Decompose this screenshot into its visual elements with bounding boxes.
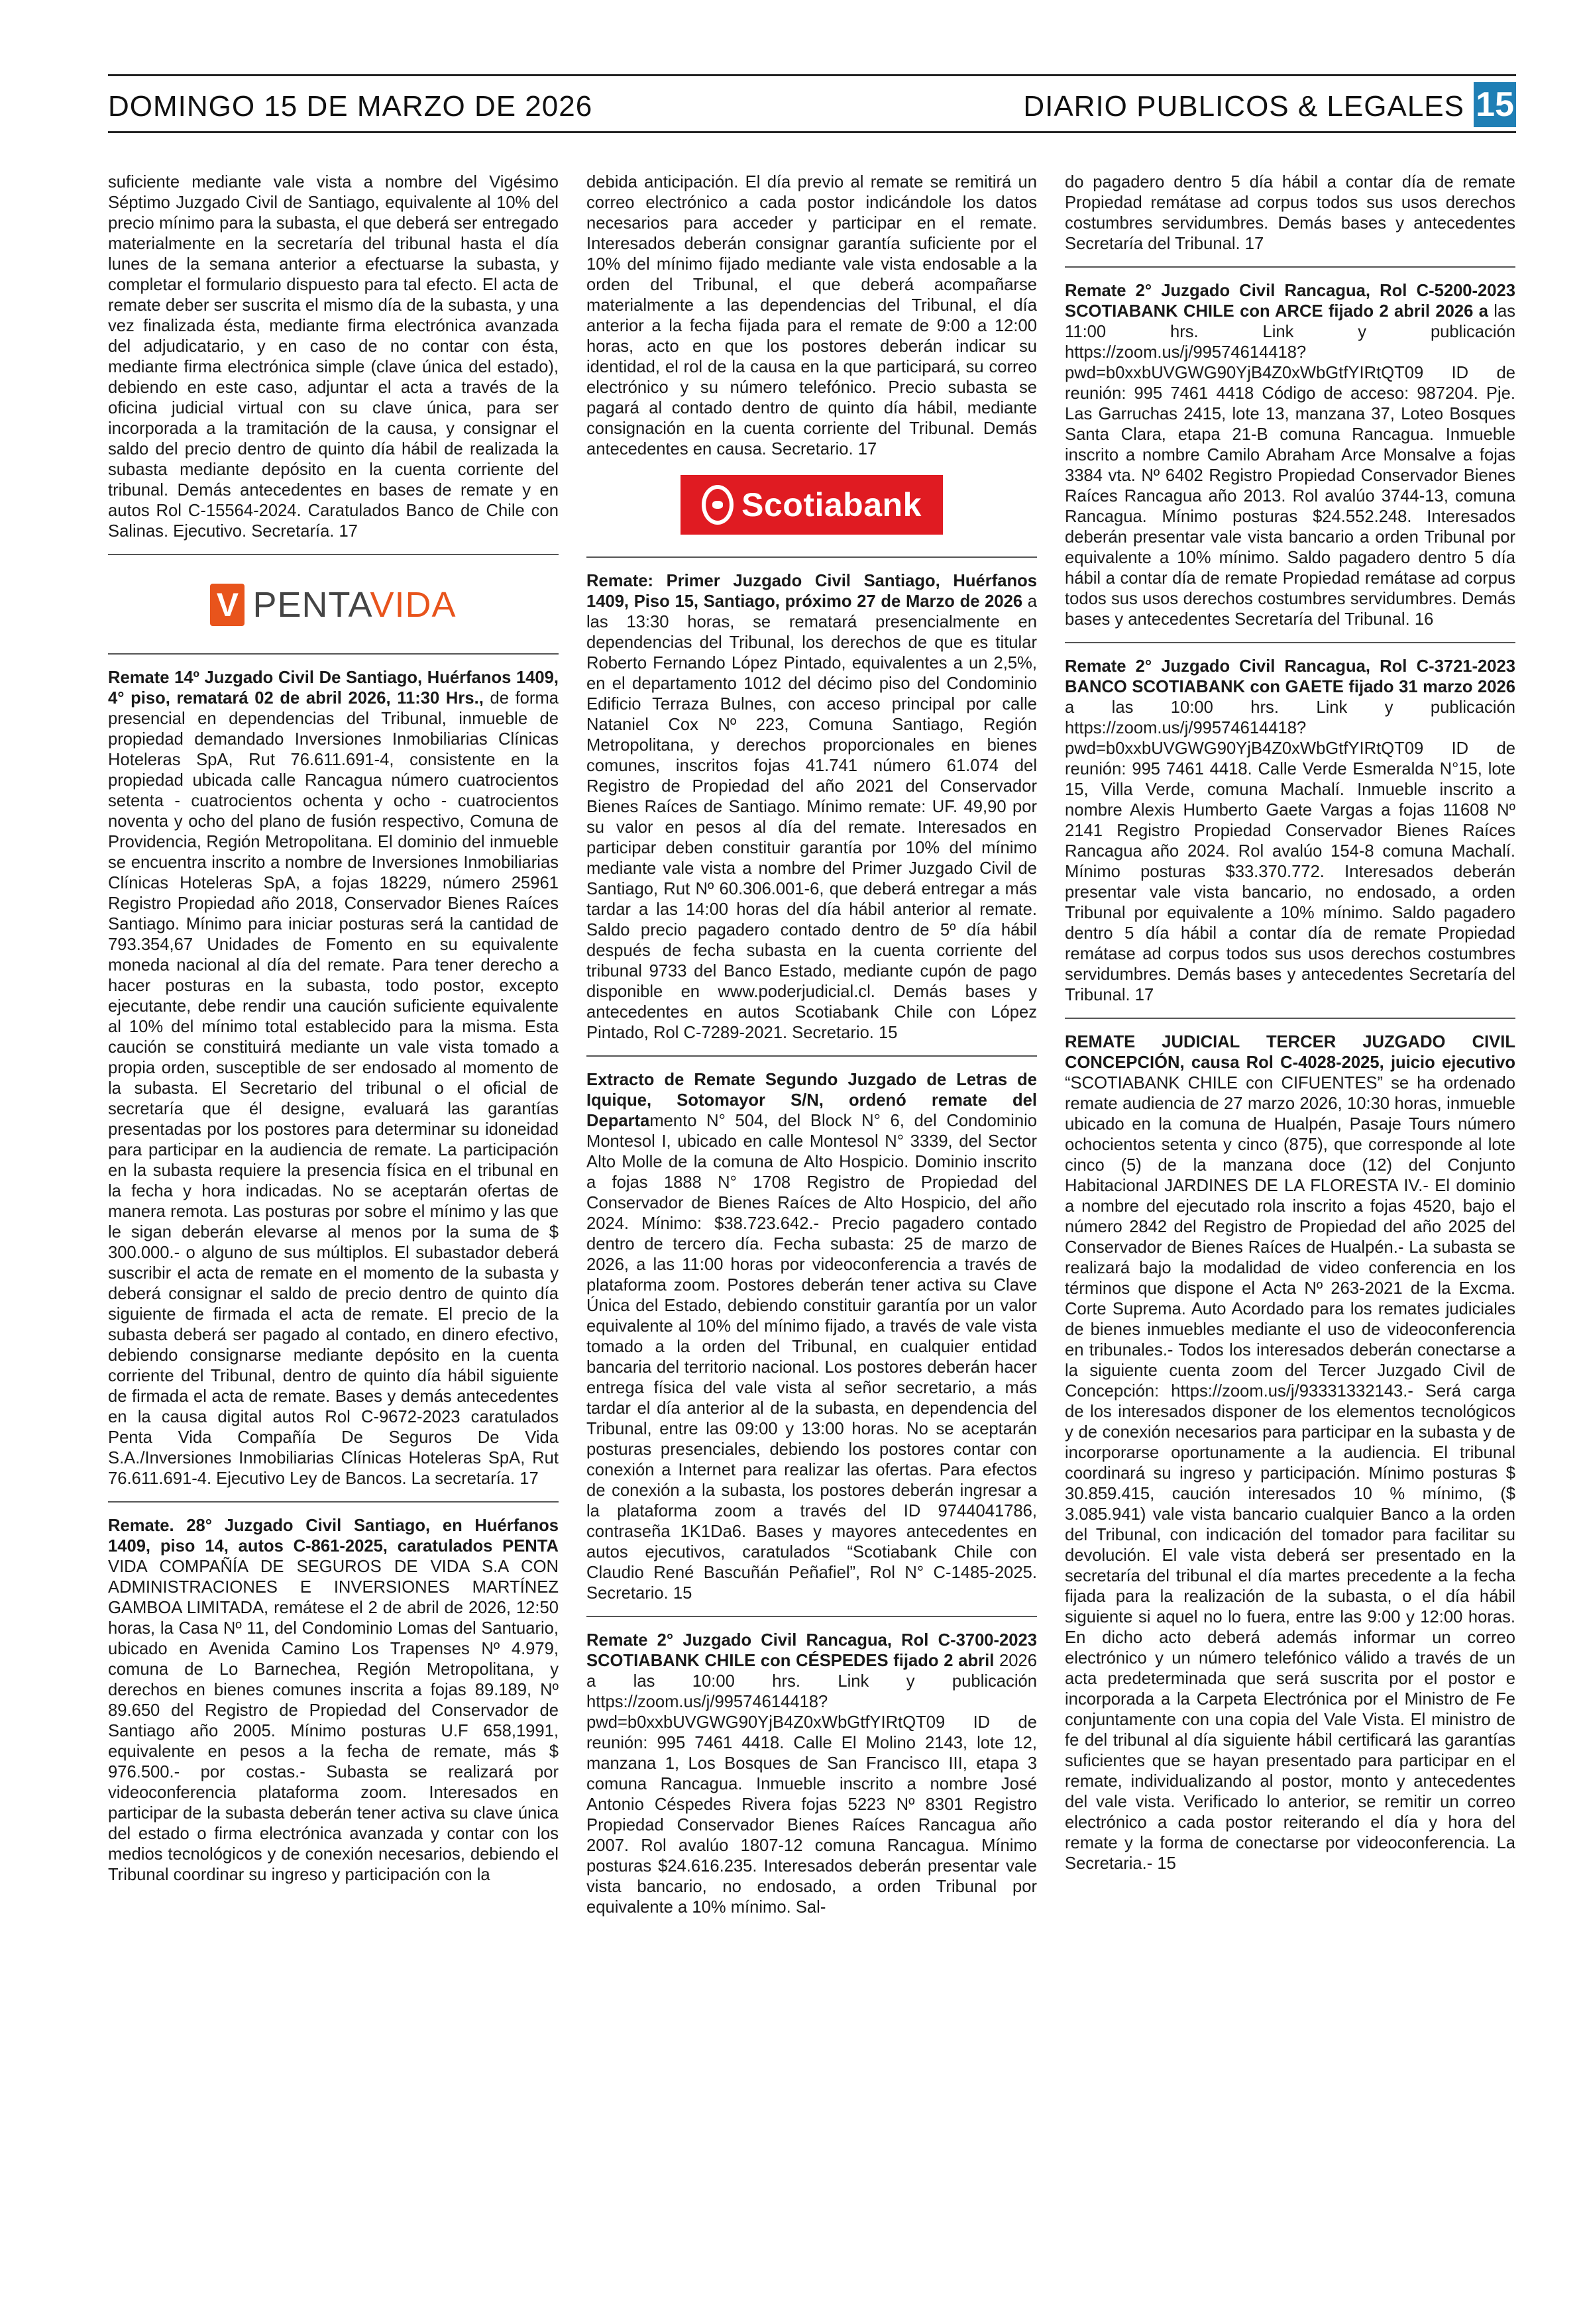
pentavida-mark-icon: V bbox=[210, 584, 245, 626]
separator bbox=[108, 653, 559, 655]
issue-date: DOMINGO 15 DE MARZO DE 2026 bbox=[108, 90, 593, 123]
pentavida-logo bbox=[108, 568, 559, 641]
notice-heading: Remate 2° Juzgado Civil Rancagua, Rol C-3721-2023 BANCO SCOTIABANK con GAETE fijado 31 marzo 2026 bbox=[1065, 657, 1515, 696]
column-2 bbox=[586, 172, 1037, 2279]
notice-remate-14-juzgado bbox=[108, 668, 559, 1489]
separator bbox=[1065, 642, 1515, 643]
notice-body: debida anticipación. El día previo al remate se remitirá un correo electrónico a cada postor indicándole los datos necesarios para acceder y participar en el remate. Interesados deberán consignar garantía suficiente por el 10% del mínimo fijado mediante vale vista endosable a la orden del Tribunal, el que deberá acompañarse materialmente a las dependencias del Tribunal, el día anterior a la fecha fijada para el remate de 9:00 a 12:00 horas, acto en que los postores deberán indicar su identidad, el rol de la causa en la que participará, su correo electrónico y su número telefónico. Precio subasta se pagará al contado dentro de quinto día hábil, mediante consignación en la cuenta corriente del Tribunal. Demás antecedentes en causa. Secretario. 17 bbox=[586, 173, 1037, 458]
notice-heading: REMATE JUDICIAL TERCER JUZGADO CIVIL CONCEPCIÓN, causa Rol C-4028-2025, juicio ejecutivo bbox=[1065, 1033, 1515, 1072]
notice-rancagua-cespedes bbox=[586, 1630, 1037, 1918]
separator bbox=[586, 1616, 1037, 1617]
notice-body: mento N° 504, del Block N° 6, del Condominio Montesol I, ubicado en calle Montesol N° 3339, del Sector Alto Molle de la comuna de Alto Hospicio. Dominio inscrito a fojas 1888 N° 1708 Registro de Propiedad del Conservador de Bienes Raíces de Alto Hospicio, del año 2024. Mínimo: $38.723.642.- Precio pagadero contado dentro de tercero día. Fecha subasta: 25 de marzo de 2026, a las 11:00 horas por videoconferencia a través de plataforma zoom. Postores deberán tener activa su Clave Única del Estado, debiendo constituir garantía por un valor equivalente al 10% del mínimo fijado, a través de vale vista tomado a la orden del Tribunal, en cualquier entidad bancaria del territorio nacional. Los postores deberán hacer entrega física del vale vista al señor secretario, a más tardar el día anterior al de la subasta, en dependencia del Tribunal, entre las 09:00 y 13:00 horas. No se aceptarán posturas presenciales, debiendo los postores contar con conexión a Internet para realizar las ofertas. Para efectos de conexión a la subasta, los postores deberán ingresar a la plataforma zoom a través del ID 9744041786, contraseña 1K1Da6. Bases y mayores antecedentes en autos ejecutivos, caratulados “Scotiabank Chile con Claudio René Bascuñán Peñafiel”, Rol N° C-1485-2025. Secretario. 15 bbox=[586, 1112, 1037, 1603]
notice-heading: Remate 2° Juzgado Civil Rancagua, Rol C-5200-2023 SCOTIABANK CHILE con ARCE fijado 2 abril 2026 a bbox=[1065, 282, 1515, 321]
separator bbox=[586, 556, 1037, 558]
notice-body: VIDA COMPAÑÍA DE SEGUROS DE VIDA S.A CON ADMINISTRACIONES E INVERSIONES MARTÍNEZ GAMBOA LIMITADA, remátese el 2 de abril de 2026, 12:50 horas, la Casa Nº 11, del Condominio Lomas del Santuario, ubicado en Avenida Camino Los Trapenses Nº 4.979, comuna de Lo Barnechea, Región Metropolitana, y derechos en bienes comunes inscrita a fojas 89.189, Nº 89.650 del Registro de Propiedad del Conservador de Santiago año 2005. Mínimo posturas U.F 658,1991, equivalente en pesos a la fecha de remate, más $ 976.500.- por costas.- Subasta se realizará por videoconferencia plataforma zoom. Interesados en participar de la subasta deberán tener activa su clave única del estado o firma electrónica avanzada y contar con los medios tecnológicos y de conexión necesarios, debiendo el Tribunal coordinar su ingreso y participación con la bbox=[108, 1558, 559, 1884]
page-number: 15 bbox=[1474, 82, 1516, 127]
notice-heading: Remate 2° Juzgado Civil Rancagua, Rol C-3700-2023 SCOTIABANK CHILE con CÉSPEDES fijado 2 abril bbox=[586, 1631, 1037, 1670]
notice-iquique bbox=[586, 1070, 1037, 1604]
scotiabank-logo bbox=[586, 465, 1037, 545]
notice-body: a las 10:00 hrs. Link y publicación https://zoom.us/j/99574614418?pwd=b0xxbUVGWG90YjB4Z0xWbGtfYIRtQT09 ID de reunión: 995 7461 4418. Calle Verde Esmeralda N°15, lote 15, Villa Verde, comuna Machalí. Inmueble inscrito a nombre Alexis Humberto Gaete Vargas a fojas 11608 Nº 2141 Registro Propiedad Conservador Bienes Raíces Rancagua año 2024. Rol avalúo 154-8 comuna Machalí. Mínimo posturas $33.370.772. Interesados deberán presentar vale vista bancario, no endosado, a orden Tribunal por equivalente a 10% mínimo. Saldo pagadero dentro 5 día hábil a contar día de remate Propiedad remátase ad corpus todos sus usos derechos costumbres servidumbres. Demás bases y antecedentes Secretaría del Tribunal. 17 bbox=[1065, 698, 1515, 1004]
notice-primer-juzgado bbox=[586, 571, 1037, 1043]
notice-rancagua-arce bbox=[1065, 281, 1515, 630]
notice-body: a las 13:30 horas, se rematará presencialmente en dependencias del Tribunal, los derechos de que es titular Roberto Fernando López Pintado, equivalentes a un 2,5%, en el departamento 1012 del décimo piso del Condominio Edificio Terraza Bulnes, con acceso principal por calle Nataniel Cox Nº 223, Comuna Santiago, Región Metropolitana, y derechos proporcionales en bienes comunes, inscritos fojas 41.741 número 61.074 del Registro de Propiedad del año 2021 del Conservador Bienes Raíces de Santiago. Mínimo remate: UF. 49,90 por su valor en pesos al día del remate. Interesados en participar deben constituir garantía por 10% del mínimo mediante vale vista a nombre del Primer Juzgado Civil de Santiago, Rut Nº 60.306.001-6, que deberá entregar a más tardar a las 14:00 horas del día hábil anterior al remate. Saldo precio pagadero contado dentro de 5º día hábil después de fecha subasta en la cuenta corriente del tribunal 9733 del Banco Estado, mediante cupón de pago disponible en www.poderjudicial.cl. Demás bases y antecedentes en autos Scotiabank Chile con López Pintado, Rol C-7289-2021. Secretario. 15 bbox=[586, 592, 1037, 1042]
notice-body: las 11:00 hrs. Link y publicación https://zoom.us/j/99574614418?pwd=b0xxbUVGWG90YjB4Z0xWbGtfYIRtQT09 ID de reunión: 995 7461 4418 Código de acceso: 987204. Pje. Las Garruchas 2415, lote 13, manzana 37, Loteo Bosques Santa Clara, etapa 21-B comuna Rancagua. Inmueble inscrito a nombre Camilo Abraham Arce Monsalve a fojas 3384 vta. Nº 6402 Registro Propiedad Conservador Bienes Raíces Rancagua año 2013. Rol avalúo 3744-13, comuna Rancagua. Mínimo posturas $24.552.248. Interesados deberán presentar vale vista bancario a orden Tribunal por equivalente a 10% mínimo. Saldo pagadero dentro 5 día hábil a contar día de remate Propiedad remátase ad corpus todos sus usos derechos costumbres servidumbres. Demás bases y antecedentes Secretaría del Tribunal. 16 bbox=[1065, 302, 1515, 629]
notice-heading: Remate 14º Juzgado Civil De Santiago, Huérfanos 1409, 4° piso, rematará 02 de abril 2026, 11:30 Hrs., bbox=[108, 668, 559, 708]
pentavida-text-b: VIDA bbox=[370, 584, 457, 625]
top-rule bbox=[108, 74, 1516, 76]
header-rule bbox=[108, 131, 1516, 133]
notice-body: suficiente mediante vale vista a nombre del Vigésimo Séptimo Juzgado Civil de Santiago, equivalente al 10% del precio mínimo para la subasta, el que deberá ser entregado materialmente en la secretaría del tribunal hasta el día lunes de la semana anterior a efectuarse la subasta, y completar el formulario dispuesto para tal efecto. El acta de remate deber ser suscrita el mismo día de la subasta, y una vez finalizada ésta, mediante firma electrónica avanzada del adjudicatario, y en caso de no contar con ésta, mediante firma electrónica simple (clave única del estado), debiendo en este caso, adjuntar el acta a través de la oficina judicial virtual con su clave única, para ser incorporada a la tramitación de la causa, y consignar el saldo del precio dentro de quinto día hábil de realizada la subasta mediante depósito en la cuenta corriente del tribunal. Demás antecedentes en bases de remate y en autos Rol C-15564-2024. Caratulados Banco de Chile con Salinas. Ejecutivo. Secretaría. 17 bbox=[108, 173, 559, 541]
notice-remate-28-juzgado bbox=[108, 1516, 559, 1885]
separator bbox=[108, 1501, 559, 1503]
column-3 bbox=[1065, 172, 1515, 2279]
pentavida-text-a: PENTA bbox=[252, 584, 370, 625]
notice-body: 2026 a las 10:00 hrs. Link y publicación https://zoom.us/j/99574614418?pwd=b0xxbUVGWG90YjB4Z0xWbGtfYIRtQT09 ID de reunión: 995 7461 4418. Calle El Molino 2143, lote 12, manzana 1, Los Bosques de San Francisco III, etapa 3 comuna Rancagua. Inmueble inscrito a nombre José Antonio Céspedes Rivera fojas 5223 Nº 8301 Registro Propiedad Conservador Bienes Raíces Rancagua año 2007. Rol avalúo 1807-12 comuna Rancagua. Mínimo posturas $24.616.235. Interesados deberán presentar vale vista bancario, no endosado, a orden Tribunal por equivalente a 10% mínimo. Sal- bbox=[586, 1652, 1037, 1917]
notice-body: de forma presencial en dependencias del Tribunal, inmueble de propiedad demandado Inversiones Inmobiliarias Clínicas Hoteleras SpA, Rut 76.611.691-4, consistente en la propiedad ubicada calle Rancagua número cuatrocientos setenta - cuatrocientos ochenta y ocho - cuatrocientos noventa y ocho del plano de fusión respectivo, Comuna de Providencia, Región Metropolitana. El dominio del inmueble se encuentra inscrito a nombre de Inversiones Inmobiliarias Clínicas Hoteleras SpA, a fojas 18229, número 25961 Registro Propiedad año 2018, Conservador Bienes Raíces Santiago. Mínimo para iniciar posturas será la cantidad de 793.354,67 Unidades de Fomento en su equivalente moneda nacional al día del remate. Para tener derecho a hacer posturas en la subasta, todo postor, excepto ejecutante, debe rendir una caución suficiente equivalente al 10% del mínimo total establecido para la misma. Esta caución se constituirá mediante un vale vista tomado a propia orden, susceptible de ser endosado al momento de la subasta. El Secretario del tribunal o el oficial de secretaría que él designe, evaluará las garantías presentadas por los postores para determinar su idoneidad para participar en la audiencia de remate. La participación en la subasta requiere la presencia física en el tribunal en la fecha y hora indicadas. No se aceptarán ofertas de manera remota. Las posturas por sobre el mínimo y las que le sigan deberán elevarse al menos por la suma de $ 300.000.- o alguno de sus múltiplos. El subastador deberá suscribir el acta de remate en el momento de la subasta y deberá consignar el saldo de precio dentro de quinto día siguiente de firmada el acta de remate. El precio de la subasta deberá ser pagado al contado, en dinero efectivo, debiendo consignarse mediante depósito en la cuenta corriente del Tribunal, dentro de quinto día hábil siguiente de firmada el acta de remate. Bases y demás antecedentes en la causa digital autos Rol C-9672-2023 caratulados Penta Vida Compañía De Seguros De Vida S.A./Inversiones Inmobiliarias Clínicas Hoteleras SpA, Rut 76.611.691-4. Ejecutivo Ley de Bancos. La secretaría. 17 bbox=[108, 689, 559, 1488]
notice-body: “SCOTIABANK CHILE con CIFUENTES” se ha ordenado remate audiencia de 27 marzo 2026, 10:30 horas, inmueble ubicado en la comuna de Hualpén, Pasaje Tours número ochocientos setenta y cinco (875), que corresponde al lote cinco (5) de la manzana doce (12) del Conjunto Habitacional JARDINES DE LA FLORESTA IV.- El dominio a nombre del ejecutado rola inscrito a fojas 4520, bajo el número 2842 del Registro de Propiedad del año 2025 del Conservador de Bienes Raíces de Hualpén.- La subasta se realizará bajo la modalidad de video conferencia en los términos que dispone el Acta Nº 263-2021 de la Excma. Corte Suprema. Auto Acordado para los remates judiciales de bienes inmuebles mediante el uso de videoconferencia en tribunales.- Todos los interesados deberán conectarse a la siguiente cuenta zoom del Tercer Juzgado Civil de Concepción: https://zoom.us/j/93331332143.- Será carga de los interesados disponer de los elementos tecnológicos y de conexión necesarios para participar en la subasta y de incorporarse oportunamente a la audiencia. El tribunal coordinará su ingreso y participación. Mínimo posturas $ 30.859.415, caución interesados 10 % mínimo, ($ 3.085.941) vale vista bancario cualquier Banco a la orden del Tribunal, con indicación del tomador para facilitar su devolución. El vale vista deberá ser presentado en la secretaría del tribunal el día martes precedente a la fecha fijada para la realización de la subasta, o el día hábil siguiente si aquel no lo fuera, entre las 9:00 y 12:00 horas. En dicho acto deberá además informar un correo electrónico y un número telefónico válido a través de un acta predeterminada que será suscrita por el postor e incorporada a la Carpeta Electrónica por el Ministro de Fe conjuntamente con una copia del Vale Vista. El ministro de fe del tribunal al día siguiente hábil certificará las garantías suficientes que se hayan presentado para participar en el remate, individualizando al postor, monto y antecedentes del vale vista. Verificado lo anterior, se remitir un correo electrónico a cada postor reiterando el día y hora del remate y la forma de conectarse por videoconferencia. La Secretaria.- 15 bbox=[1065, 1074, 1515, 1873]
separator bbox=[108, 554, 559, 555]
notice-heading: Remate: Primer Juzgado Civil Santiago, Huérfanos 1409, Piso 15, Santiago, próximo 27 de Marzo de 2026 bbox=[586, 572, 1037, 611]
notice-rancagua-gaete bbox=[1065, 657, 1515, 1006]
notice-heading: Remate. 28° Juzgado Civil Santiago, en Huérfanos 1409, piso 14, autos C-861-2025, caratulados PENTA bbox=[108, 1516, 559, 1556]
separator bbox=[586, 1055, 1037, 1057]
scotiabank-wordmark: Scotiabank bbox=[741, 486, 922, 523]
column-1 bbox=[108, 172, 559, 2279]
pentavida-wordmark bbox=[252, 584, 457, 625]
publication-name: DIARIO PUBLICOS & LEGALES bbox=[1023, 90, 1464, 123]
notice-body: do pagadero dentro 5 día hábil a contar día de remate Propiedad remátase ad corpus todos sus usos derechos costumbres servidumbres. Demás bases y antecedentes Secretaría del Tribunal. 17 bbox=[1065, 173, 1515, 253]
separator bbox=[1065, 266, 1515, 268]
notice-continued bbox=[108, 172, 559, 542]
notice-continued bbox=[586, 172, 1037, 460]
separator bbox=[1065, 1018, 1515, 1019]
scotiabank-logo-box bbox=[681, 475, 943, 535]
scotiabank-flame-icon bbox=[702, 485, 734, 525]
page-header bbox=[108, 82, 1516, 129]
notice-continued bbox=[1065, 172, 1515, 254]
notice-concepcion bbox=[1065, 1032, 1515, 1874]
notice-heading: Extracto de Remate Segundo Juzgado de Letras de Iquique, Sotomayor S/N, ordenó remate del Departa bbox=[586, 1071, 1037, 1130]
